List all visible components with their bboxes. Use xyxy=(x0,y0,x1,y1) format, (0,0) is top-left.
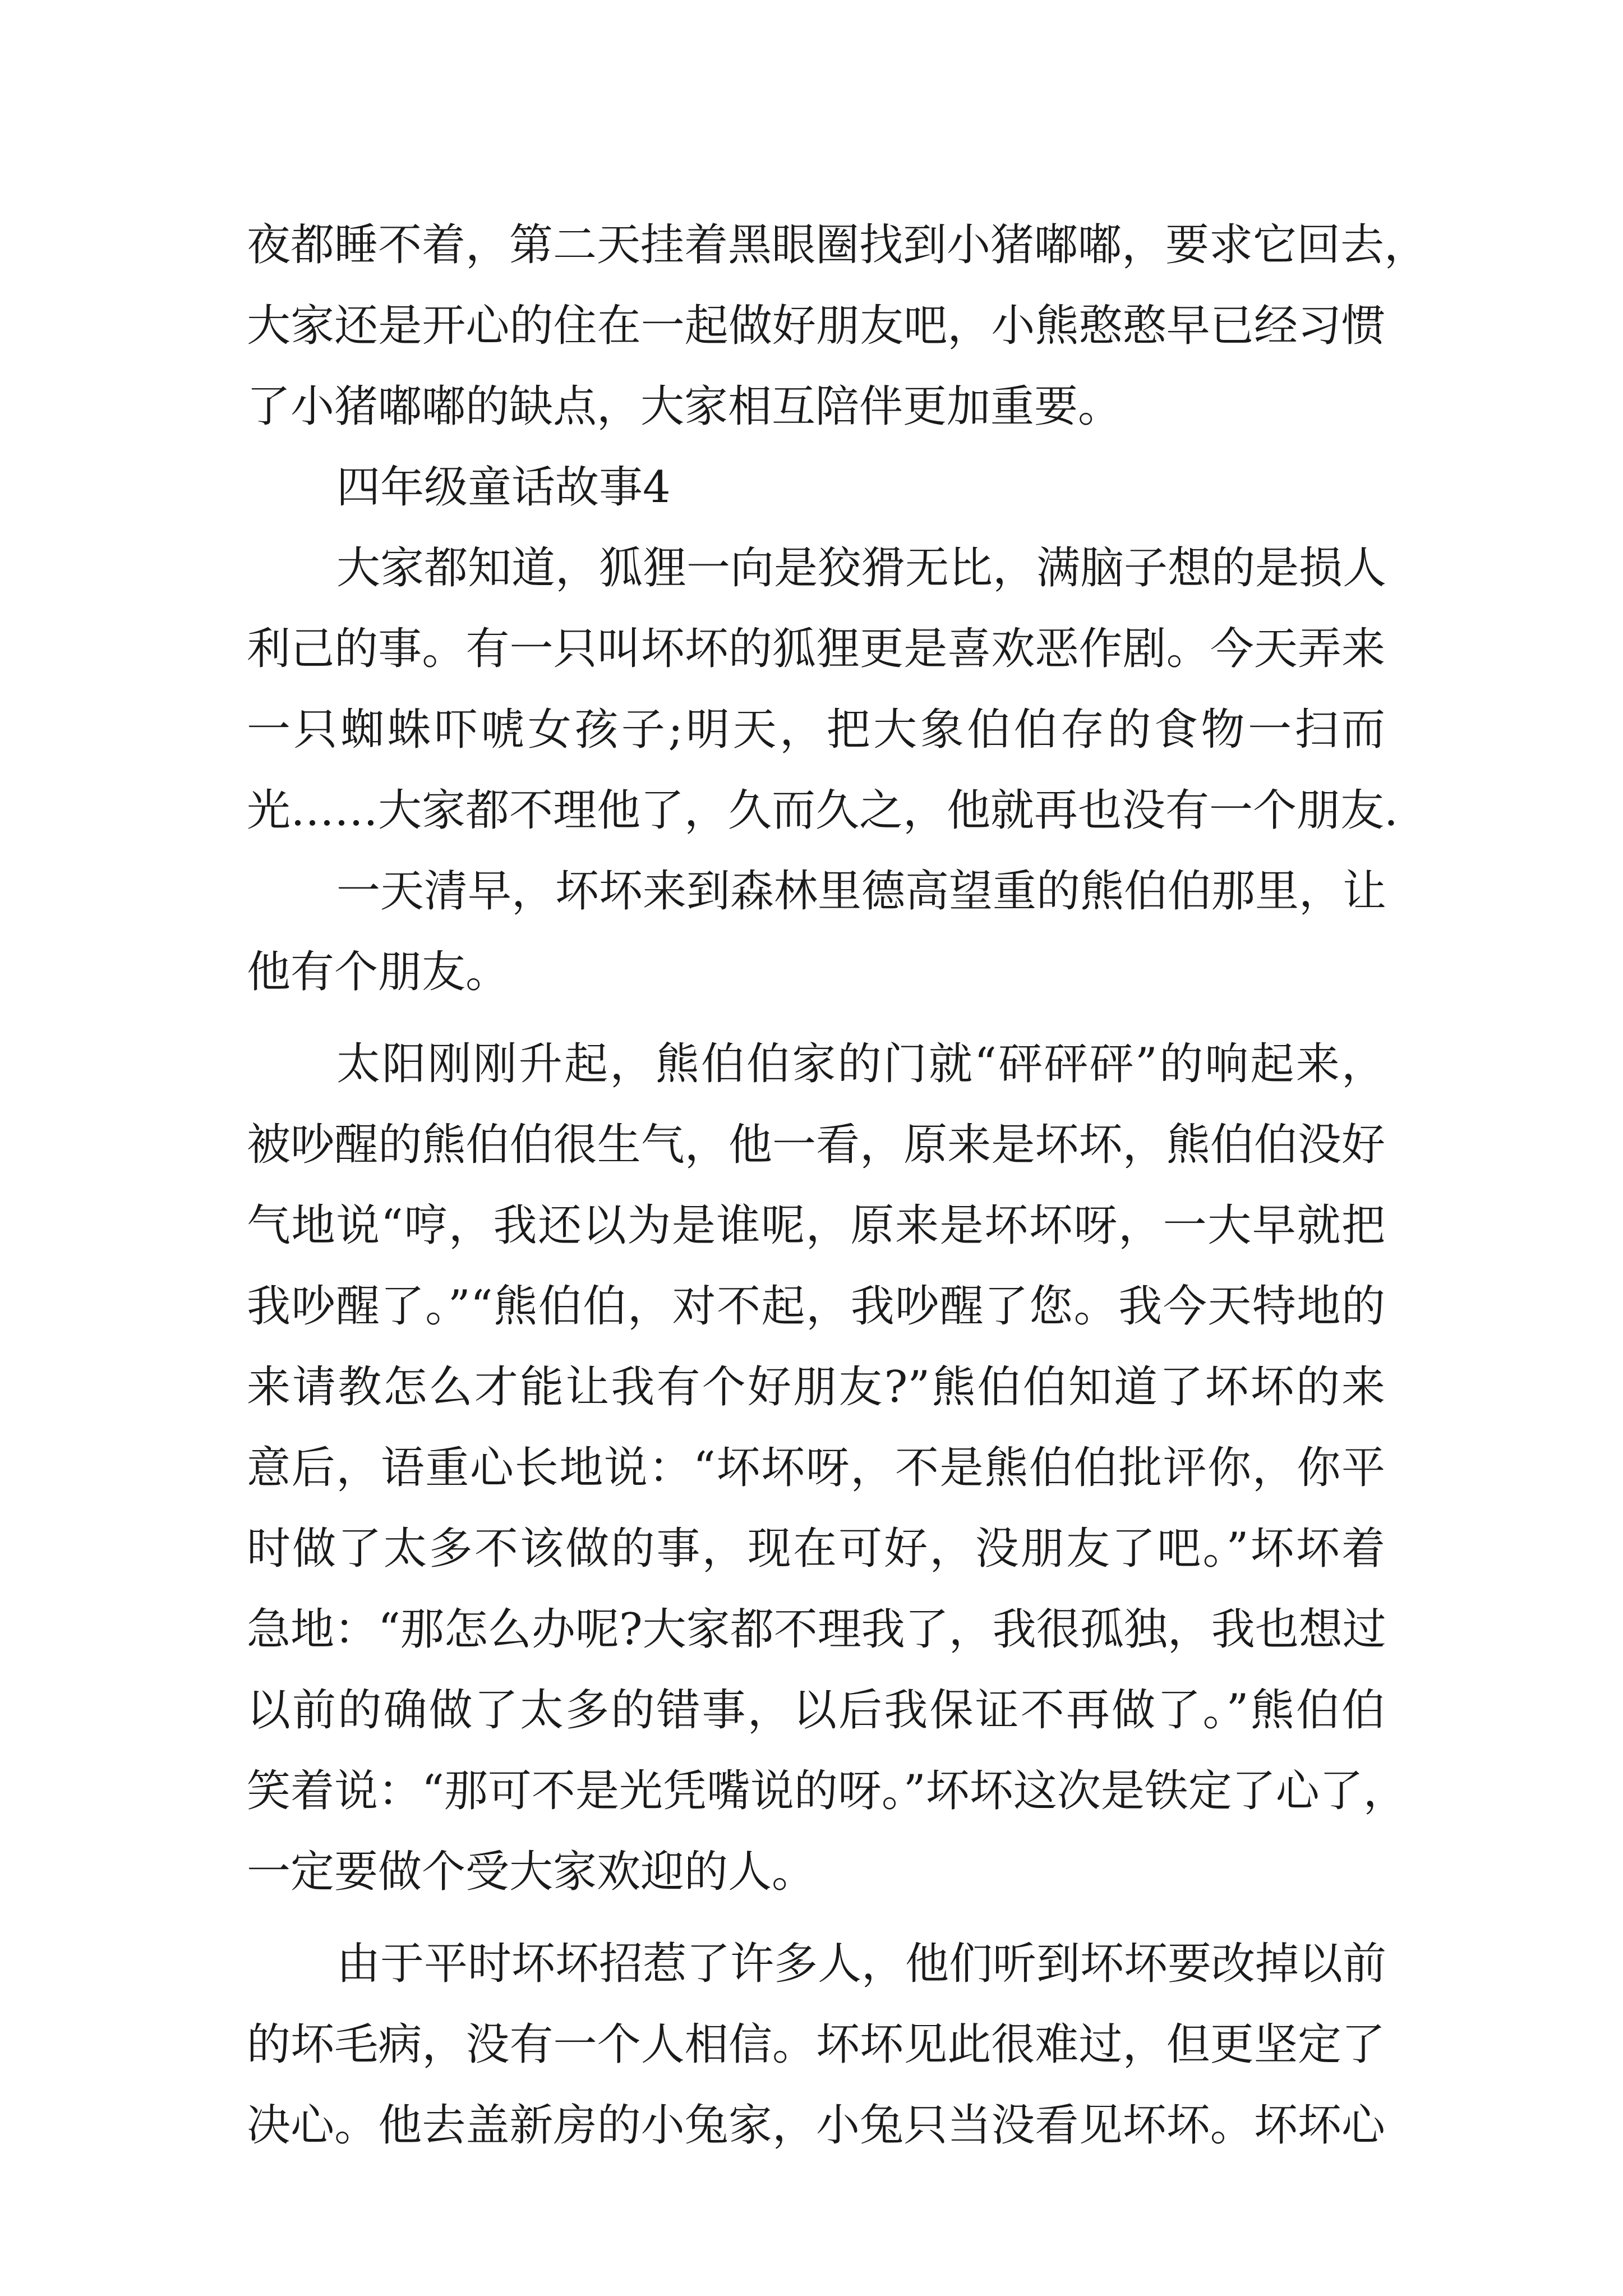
text-line: 来请教怎么才能让我有个好朋友?”熊伯伯知道了坏坏的来 xyxy=(247,1362,1385,1412)
text-line: 他有个朋友。 xyxy=(247,947,510,997)
text-line: 笑着说：“那可不是光凭嘴说的呀。”坏坏这次是铁定了心了， xyxy=(247,1766,1407,1816)
text-line: 急地：“那怎么办呢?大家都不理我了，我很孤独，我也想过 xyxy=(247,1604,1386,1655)
text-line: 夜都睡不着，第二天挂着黑眼圈找到小猪嘟嘟，要求它回去， xyxy=(247,220,1428,270)
text-line: 的坏毛病，没有一个人相信。坏坏见此很难过，但更坚定了 xyxy=(247,2019,1385,2070)
text-line: 一天清早，坏坏来到森林里德高望重的熊伯伯那里，让 xyxy=(336,866,1387,917)
document-page xyxy=(247,205,1428,2166)
text-line: 大家还是开心的住在一起做好朋友吧，小熊憨憨早已经习惯 xyxy=(247,301,1385,351)
paragraph xyxy=(247,851,1385,1013)
paragraph-continuation xyxy=(247,205,1428,447)
paragraph-spacer xyxy=(247,1912,1385,1924)
text-line: 被吵醒的熊伯伯很生气，他一看，原来是坏坏，熊伯伯没好 xyxy=(247,1120,1385,1170)
paragraph xyxy=(247,1924,1385,2166)
heading-text: 四年级童话故事4 xyxy=(336,462,671,513)
section-heading xyxy=(247,447,1385,528)
paragraph xyxy=(247,1024,1407,1912)
text-line: 气地说“哼，我还以为是谁呢，原来是坏坏呀，一大早就把 xyxy=(247,1200,1385,1251)
text-line: 由于平时坏坏招惹了许多人，他们听到坏坏要改掉以前 xyxy=(336,1939,1387,1989)
paragraph xyxy=(247,528,1398,851)
text-line: 大家都知道，狐狸一向是狡猾无比，满脑子想的是损人 xyxy=(336,543,1387,593)
text-line: 太阳刚刚升起，熊伯伯家的门就“砰砰砰”的响起来， xyxy=(336,1039,1385,1089)
text-line: 一只蜘蛛吓唬女孩子;明天，把大象伯伯存的食物一扫而 xyxy=(247,705,1385,755)
text-line: 光……大家都不理他了，久而久之，他就再也没有一个朋友. xyxy=(247,785,1398,836)
text-line: 决心。他去盖新房的小兔家，小兔只当没看见坏坏。坏坏心 xyxy=(247,2100,1385,2151)
text-line: 了小猪嘟嘟的缺点，大家相互陪伴更加重要。 xyxy=(247,381,1122,432)
text-line: 时做了太多不该做的事，现在可好，没朋友了吧。”坏坏着 xyxy=(247,1524,1385,1574)
text-line: 利己的事。有一只叫坏坏的狐狸更是喜欢恶作剧。今天弄来 xyxy=(247,624,1385,674)
text-line: 以前的确做了太多的错事，以后我保证不再做了。”熊伯伯 xyxy=(247,1685,1385,1736)
text-line: 一定要做个受大家欢迎的人。 xyxy=(247,1847,816,1897)
text-line: 意后，语重心长地说：“坏坏呀，不是熊伯伯批评你，你平 xyxy=(247,1443,1385,1493)
text-line: 我吵醒了。”“熊伯伯，对不起，我吵醒了您。我今天特地的 xyxy=(247,1281,1385,1332)
paragraph-spacer xyxy=(247,1013,1385,1024)
